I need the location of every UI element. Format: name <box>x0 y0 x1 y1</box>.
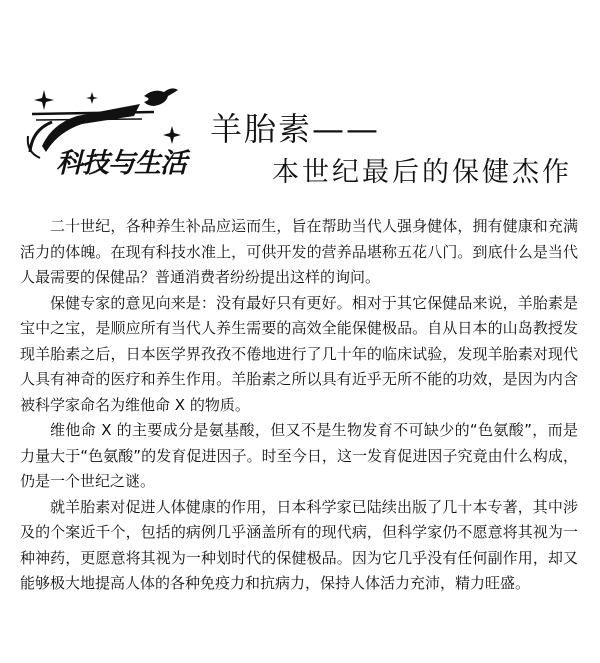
column-logo-text: 科技与生活 <box>56 148 186 178</box>
paragraph: 维他命 X 的主要成分是氨基酸，但又不是生物发育不可缺少的“色氨酸”，而是力量大于“色氨酸”的发育促进因子。时至今日，这一发育促进因子究竟由什么构成，仍是一个世纪之谜。 <box>20 421 578 490</box>
dove-icon <box>144 88 178 106</box>
article-title: 羊胎素—— <box>210 110 381 148</box>
article-body <box>20 214 578 597</box>
paragraph: 二十世纪，各种养生补品应运而生，旨在帮助当代人强身健体，拥有健康和充满活力的体魄。在现有科技水准上，可供开发的营养品堪称五花八门。到底什么是当代人最需要的保健品？普通消费者纷纷提出这样的询问。 <box>20 217 578 286</box>
paragraph: 就羊胎素对促进人体健康的作用，日本科学家已陆续出版了几十本专著，其中涉及的个案近千个，包括的病例几乎涵盖所有的现代病，但科学家仍不愿意将其视为一种神药，更愿意将其视为一种划时代的保健极品。因为它几乎没有任何副作用，却又能够极大地提高人体的各种免疫力和抗病力，保持人体活力充沛，精力旺盛。 <box>20 497 578 592</box>
column-logo <box>22 86 200 178</box>
paragraph: 保健专家的意见向来是：没有最好只有更好。相对于其它保健品来说，羊胎素是宝中之宝，是顺应所有当代人养生需要的高效全能保健极品。自从日本的山岛教授发现羊胎素之后，日本医学界孜孜不倦地进行了几十年的临床试验，发现羊胎素对现代人具有神奇的医疗和养生作用。羊胎素之所以具有近乎无所不能的功效，是因为内含被科学家命名为维他命 X 的物质。 <box>20 293 578 414</box>
article-subtitle: 本世纪最后的保健杰作 <box>272 157 572 188</box>
